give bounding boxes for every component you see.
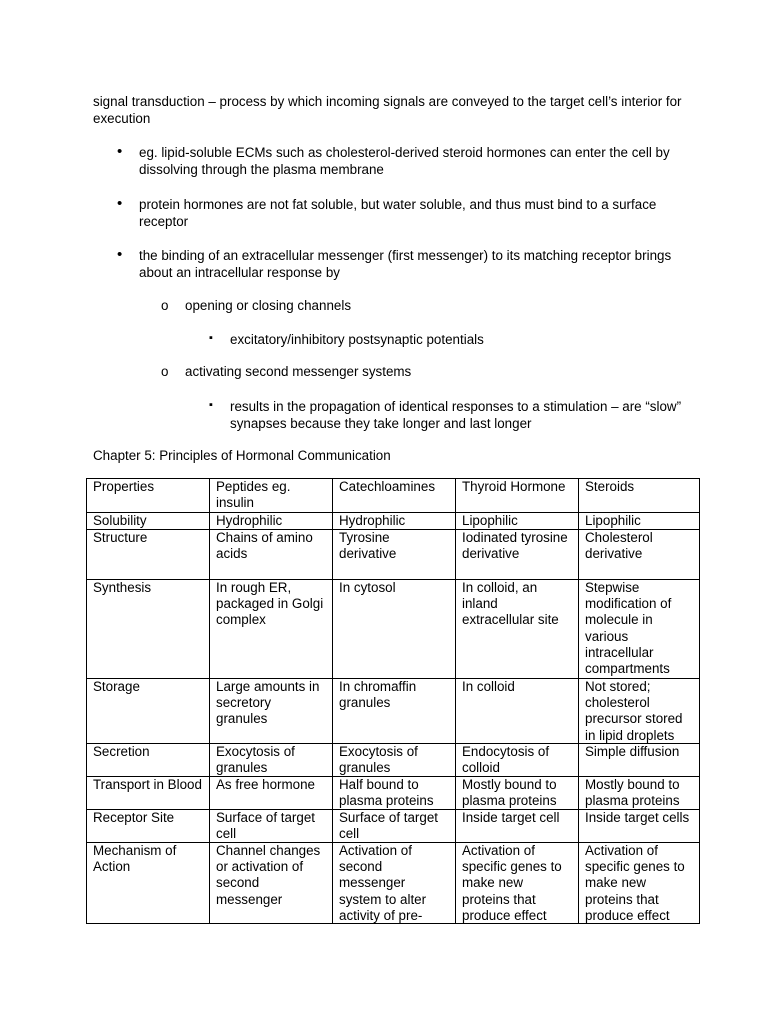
cell-text: Thyroid Hormone	[462, 479, 566, 494]
cell-text: Simple diffusion	[585, 744, 680, 759]
table-row	[87, 580, 700, 679]
sub-item-1	[161, 297, 685, 314]
table-cell	[579, 580, 700, 679]
cell-text: Iodinated tyrosine derivative	[462, 530, 568, 562]
table-cell	[87, 530, 210, 580]
cell-text: Chains of amino acids	[216, 530, 313, 562]
table-cell	[210, 530, 333, 580]
cell-text: Solubility	[93, 513, 147, 528]
cell-text: Lipophilic	[462, 513, 518, 528]
cell-text: In rough ER, packaged in Golgi complex	[216, 580, 324, 628]
cell-text: Activation of specific genes to make new proteins that produce effect	[462, 843, 562, 923]
cell-text: Catechloamines	[339, 479, 436, 494]
cell-text: Exocytosis of granules	[216, 744, 295, 776]
table-cell	[333, 744, 456, 777]
table-header-cell	[210, 479, 333, 513]
table-cell	[333, 679, 456, 744]
table-cell	[456, 679, 579, 744]
table-cell	[579, 530, 700, 580]
cell-text: Storage	[93, 679, 140, 694]
cell-text: Inside target cells	[585, 810, 690, 825]
square-marker: ▪	[209, 332, 213, 344]
bullet-item-1	[117, 143, 699, 178]
cell-text: Properties	[93, 479, 155, 494]
cell-text: Steroids	[585, 479, 635, 494]
cell-text: Inside target cell	[462, 810, 560, 825]
table-cell	[579, 843, 700, 924]
table-cell	[456, 580, 579, 679]
table-cell	[333, 843, 456, 924]
bullet-text: protein hormones are not fat soluble, but water soluble, and thus must bind to a surface receptor	[139, 197, 657, 229]
table-header-cell	[579, 479, 700, 513]
table-header-cell	[333, 479, 456, 513]
chapter-heading: Chapter 5: Principles of Hormonal Communication	[93, 448, 391, 463]
table-cell	[579, 810, 700, 843]
bullet-item-2	[117, 195, 699, 230]
cell-text: Transport in Blood	[93, 777, 202, 792]
table-cell	[456, 810, 579, 843]
table-cell	[87, 580, 210, 679]
sub-sub-item-1	[209, 331, 700, 348]
cell-text: Receptor Site	[93, 810, 175, 825]
cell-text: Cholesterol derivative	[585, 530, 653, 562]
cell-text: In colloid	[462, 679, 515, 694]
table-cell	[456, 843, 579, 924]
table-header-cell	[456, 479, 579, 513]
cell-text: Stepwise modification of molecule in various intracellular compartments	[585, 580, 672, 677]
cell-text: Exocytosis of granules	[339, 744, 418, 776]
sub-item-text: opening or closing channels	[185, 298, 352, 313]
table-row	[87, 810, 700, 843]
sub-sub-item-text: results in the propagation of identical responses to a stimulation – are “slow” synapses because they take longer and last longer	[230, 399, 682, 431]
bullet-item-3	[117, 246, 699, 281]
table-cell	[87, 843, 210, 924]
table-cell	[333, 530, 456, 580]
table-cell	[456, 530, 579, 580]
bullet-text: eg. lipid-soluble ECMs such as cholesterol-derived steroid hormones can enter the cell by dissolving through the plasma membrane	[139, 145, 670, 177]
intro-paragraph: signal transduction – process by which incoming signals are conveyed to the target cell’s interior for execution	[93, 94, 682, 126]
table-cell	[210, 843, 333, 924]
cell-text: Activation of second messenger system to alter activity of pre-	[339, 843, 427, 923]
table-row	[87, 513, 700, 530]
table-cell	[87, 513, 210, 530]
cell-text: In colloid, an inland extracellular site	[462, 580, 559, 628]
table-cell	[579, 513, 700, 530]
cell-text: Hydrophilic	[216, 513, 283, 528]
table-row	[87, 744, 700, 777]
table-cell	[456, 513, 579, 530]
square-marker: ▪	[209, 399, 213, 411]
table-row	[87, 777, 700, 810]
sub-item-2	[161, 363, 685, 380]
sub-item-text: activating second messenger systems	[185, 364, 412, 379]
table-cell	[333, 580, 456, 679]
table-cell	[87, 744, 210, 777]
table-cell	[333, 810, 456, 843]
table-cell	[210, 679, 333, 744]
cell-text: Not stored; cholesterol precursor stored in lipid droplets	[585, 679, 683, 743]
table-cell	[456, 777, 579, 810]
cell-text: Surface of target cell	[216, 810, 315, 842]
cell-text: Mechanism of Action	[93, 843, 177, 875]
cell-text: Large amounts in secretory granules	[216, 679, 320, 727]
cell-text: Lipophilic	[585, 513, 641, 528]
table-cell	[456, 744, 579, 777]
table-header-row	[87, 479, 700, 513]
table-cell	[210, 580, 333, 679]
cell-text: In chromaffin granules	[339, 679, 417, 711]
bullet-marker: •	[117, 195, 123, 212]
table-row	[87, 530, 700, 580]
table-cell	[87, 777, 210, 810]
hormone-properties-table	[86, 478, 700, 924]
bullet-text: the binding of an extracellular messenger (first messenger) to its matching receptor brings about an intracellular response by	[139, 248, 672, 280]
cell-text: Channel changes or activation of second messenger	[216, 843, 321, 907]
circle-marker: o	[161, 364, 169, 379]
table-cell	[579, 744, 700, 777]
table-row	[87, 843, 700, 924]
table-cell	[210, 744, 333, 777]
table-cell	[210, 513, 333, 530]
table-row	[87, 679, 700, 744]
table-cell	[333, 777, 456, 810]
table-cell	[87, 679, 210, 744]
table-cell	[579, 679, 700, 744]
cell-text: Mostly bound to plasma proteins	[585, 777, 680, 809]
cell-text: Structure	[93, 530, 148, 545]
cell-text: Secretion	[93, 744, 150, 759]
cell-text: Peptides eg. insulin	[216, 479, 291, 511]
bullet-marker: •	[117, 246, 123, 263]
table-cell	[579, 777, 700, 810]
circle-marker: o	[161, 298, 169, 313]
cell-text: Hydrophilic	[339, 513, 406, 528]
table-cell	[210, 810, 333, 843]
sub-sub-item-2	[209, 398, 690, 432]
cell-text: Half bound to plasma proteins	[339, 777, 434, 809]
table-cell	[87, 810, 210, 843]
sub-sub-item-text: excitatory/inhibitory postsynaptic potentials	[230, 332, 484, 347]
cell-text: In cytosol	[339, 580, 396, 595]
table-header-cell	[87, 479, 210, 513]
cell-text: Mostly bound to plasma proteins	[462, 777, 557, 809]
cell-text: Tyrosine derivative	[339, 530, 397, 562]
bullet-marker: •	[117, 143, 123, 160]
cell-text: Synthesis	[93, 580, 152, 595]
cell-text: Surface of target cell	[339, 810, 438, 842]
cell-text: Activation of specific genes to make new proteins that produce effect	[585, 843, 685, 923]
cell-text: As free hormone	[216, 777, 315, 792]
cell-text: Endocytosis of colloid	[462, 744, 550, 776]
table-cell	[210, 777, 333, 810]
table-cell	[333, 513, 456, 530]
